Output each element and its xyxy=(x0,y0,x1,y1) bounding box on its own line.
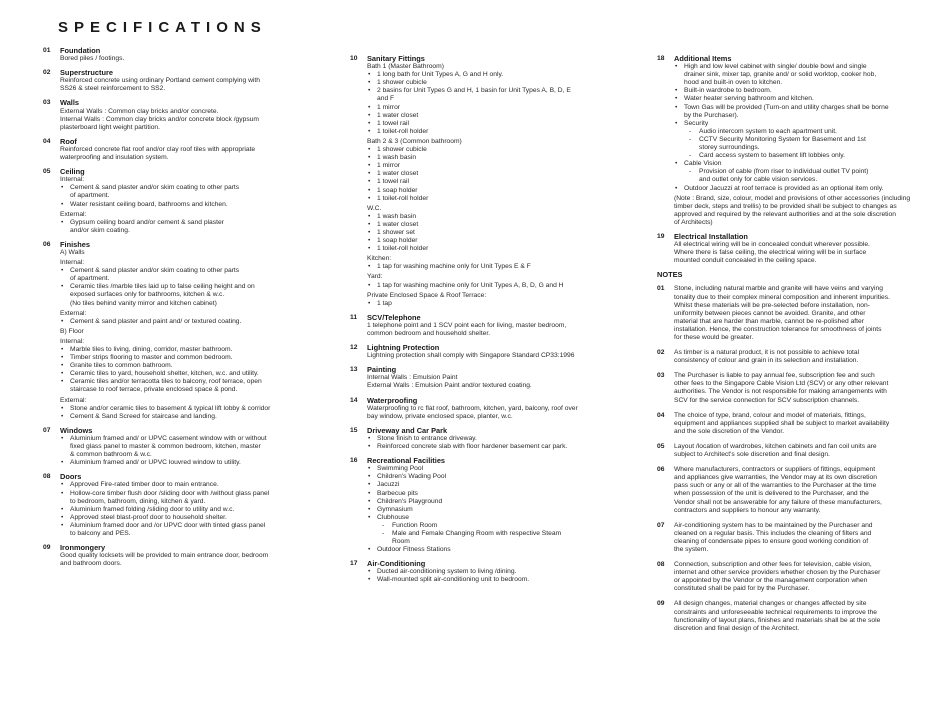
section-title: Foundation xyxy=(60,46,101,55)
page-title: SPECIFICATIONS xyxy=(58,19,267,36)
continuation-text: storey surroundings. xyxy=(699,144,760,152)
bullet-item: • 1 water closet xyxy=(367,221,612,229)
continuation-text: and outlet only for cable vision services. xyxy=(699,176,818,184)
section-number: 19 xyxy=(657,232,665,240)
continuation-text: to balcony and PES. xyxy=(70,529,131,537)
column-2 xyxy=(350,55,612,591)
bullet-item: • 2 basins for Unit Types G and H, 1 basin for Unit Types A, B, D, E xyxy=(367,87,612,95)
note-number: 04 xyxy=(657,411,665,419)
dash-item: - Function Room xyxy=(367,522,612,530)
dash-item: - Provision of cable (from riser to individual outlet TV point) xyxy=(674,168,919,176)
section-number: 08 xyxy=(43,473,51,481)
bullet-item: • Children's Playground xyxy=(367,498,612,506)
bullet-item: • Built-in wardrobe to bedroom. xyxy=(674,87,919,95)
section-number: 03 xyxy=(43,99,51,107)
bullet-item: • Outdoor Jacuzzi at roof terrace is provided as an optional item only. xyxy=(674,185,919,193)
subheading-text: Internal: xyxy=(60,337,85,345)
bullet-item: • Ceramic tiles to yard, household shelter, kitchen, w.c. and utility. xyxy=(60,370,305,378)
note-item xyxy=(657,522,919,554)
bullet-item: • Stone finish to entrance driveway. xyxy=(367,435,612,443)
note-item xyxy=(657,466,919,515)
spec-section xyxy=(657,233,919,265)
note-text: The choice of type, brand, colour and model of materials, fittings, xyxy=(674,411,866,419)
section-title: Waterproofing xyxy=(367,395,418,405)
bullet-item: • Town Gas will be provided (Turn-on and utility charges shall be borne xyxy=(674,104,919,112)
section-text: Bored piles / footings. xyxy=(60,55,125,63)
note-number: 09 xyxy=(657,600,665,608)
bullet-item: • Gypsum ceiling board and/or cement & sand plaster xyxy=(60,219,305,227)
spec-section xyxy=(350,55,612,308)
note-number: 02 xyxy=(657,349,665,357)
note-text: uniformity between pieces cannot be avoided. Granite, and other xyxy=(674,309,866,317)
note-number: 06 xyxy=(657,466,665,474)
bullet-item: • Cement & sand plaster and paint and/ or textured coating. xyxy=(60,318,305,326)
section-text: Reinforced concrete using ordinary Portland cement complying with xyxy=(60,77,260,85)
column-3 xyxy=(657,55,919,640)
subheading-text: Bath 2 & 3 (Common bathroom) xyxy=(367,137,462,145)
section-title: Ceiling xyxy=(60,167,85,177)
notes-title: NOTES xyxy=(657,270,683,280)
spec-section xyxy=(350,397,612,421)
dash-item: - Male and Female Changing Room with respective Steam xyxy=(367,530,612,538)
spec-section xyxy=(43,138,305,162)
note-item xyxy=(657,443,919,459)
note-text: material that are harder than marble, cannot be re-polished after xyxy=(674,317,864,325)
dash-item: - Audio intercom system to each apartment unit. xyxy=(674,128,919,136)
section-text: Internal Walls : Emulsion Paint xyxy=(367,374,458,382)
bullet-item: • 1 shower cubicle xyxy=(367,79,612,87)
bullet-item: • Hollow-core timber flush door /sliding door with /without glass panel xyxy=(60,490,305,498)
section-text: A) Walls xyxy=(60,248,85,256)
note-text: and the sole discretion of the Vendor. xyxy=(674,427,785,435)
section-number: 07 xyxy=(43,426,51,434)
note-text: functionality of layout plans, finishes and materials shall be at the sole xyxy=(674,616,881,624)
note-number: 05 xyxy=(657,442,665,450)
continuation-text: of apartment. xyxy=(70,192,110,200)
section-title: Electrical Installation xyxy=(674,231,748,241)
subheading-text: Yard: xyxy=(367,273,383,281)
column-1 xyxy=(43,47,305,574)
note-item xyxy=(657,412,919,436)
section-number: 05 xyxy=(43,168,51,176)
note-text: subject to Architect's sole discretion and final design. xyxy=(674,451,830,459)
continuation-text: staircase to roof terrace, private enclosed space & pond. xyxy=(70,386,238,394)
bullet-item: • Clubhouse xyxy=(367,514,612,522)
bullet-item: • Security xyxy=(674,120,919,128)
spec-section xyxy=(350,366,612,390)
note-text: cleaned on a regular basis. This includes the cleaning of filters and xyxy=(674,529,872,537)
subheading-text: External: xyxy=(60,210,87,218)
note-text: or appointed by the Vendor or the management corporation when xyxy=(674,577,868,585)
bullet-item: • Timber strips flooring to master and common bedroom. xyxy=(60,354,305,362)
spec-section xyxy=(350,344,612,360)
bullet-item: • Wall-mounted split air-conditioning unit to bedroom. xyxy=(367,576,612,584)
section-title: Superstructure xyxy=(60,68,113,78)
bullet-item: • 1 wash basin xyxy=(367,213,612,221)
continuation-text: hood and built-in oven to kitchen. xyxy=(684,79,783,87)
subheading-text: External: xyxy=(60,396,87,404)
section-number: 04 xyxy=(43,137,51,145)
spec-section xyxy=(43,168,305,235)
bullet-item: • Barbecue pits xyxy=(367,490,612,498)
section-number: 12 xyxy=(350,344,358,352)
bullet-item: • 1 towel rail xyxy=(367,120,612,128)
bullet-item: • Ducted air-conditioning system to living /dining. xyxy=(367,568,612,576)
section-title: Doors xyxy=(60,472,82,482)
bullet-item: • 1 wash basin xyxy=(367,154,612,162)
section-title: Recreational Facilities xyxy=(367,456,446,466)
bullet-item: • Gymnasium xyxy=(367,506,612,514)
note-text: constituted shall be paid for by the Purchaser. xyxy=(674,585,810,593)
note-text: for these would be greater. xyxy=(674,334,754,341)
bullet-item: • Ceramic tiles /marble tiles laid up to false ceiling height and on xyxy=(60,283,305,291)
bullet-item: • Approved steel blast-proof door to household shelter. xyxy=(60,514,305,522)
bullet-item: • Cement & Sand Screed for staircase and landing. xyxy=(60,413,305,421)
bullet-item: • 1 toilet-roll holder xyxy=(367,245,612,253)
note-text: other fees to the Singapore Cable Vision Ltd (SCV) or any other relevant xyxy=(674,380,889,388)
section-number: 06 xyxy=(43,240,51,248)
dash-item: - CCTV Security Monitoring System for Basement and 1st xyxy=(674,136,919,144)
note-number: 03 xyxy=(657,372,665,380)
bullet-item: • 1 shower cubicle xyxy=(367,146,612,154)
note-text: authorities. The Vendor is not responsible for making arrangements with xyxy=(674,388,887,396)
continuation-text: exposed surfaces only for bathrooms, kitchen & w.c. xyxy=(70,291,225,299)
note-text: tonality due to their complex mineral composition and inherent impurities. xyxy=(674,293,890,301)
section-number: 09 xyxy=(43,544,51,552)
section-title: Walls xyxy=(60,98,80,108)
section-text: of Architects) xyxy=(674,218,713,226)
section-text: Lightning protection shall comply with Singapore Standard CP33:1996 xyxy=(367,352,575,360)
column-3-sections xyxy=(657,55,919,265)
section-text: bay window, private enclosed space, planter, w.c. xyxy=(367,412,513,420)
note-text: Connection, subscription and other fees for television, cable vision, xyxy=(674,561,872,569)
note-text: cleaning of condensate pipes to ensure good working condition of xyxy=(674,537,869,545)
note-text: Layout /location of wardrobes, kitchen cabinets and fan coil units are xyxy=(674,442,877,450)
bullet-item: • 1 towel rail xyxy=(367,178,612,186)
section-number: 18 xyxy=(657,55,665,62)
note-text: internet and other service providers whether chosen by the Purchaser xyxy=(674,569,881,577)
section-text: External Walls : Emulsion Paint and/or textured coating. xyxy=(367,382,532,390)
section-number: 17 xyxy=(350,560,358,568)
note-item xyxy=(657,600,919,632)
section-text: mounted conduit concealed in the ceiling space. xyxy=(674,257,817,265)
section-title: Additional Items xyxy=(674,54,732,63)
spec-section xyxy=(43,241,305,421)
note-text: All design changes, material changes or changes affected by site xyxy=(674,600,867,608)
subheading-text: W.C. xyxy=(367,204,382,212)
bullet-item: • 1 toilet-roll holder xyxy=(367,128,612,136)
section-text: and bathroom doors. xyxy=(60,560,122,568)
section-text: SS26 & steel reinforcement to SS2. xyxy=(60,85,166,93)
spec-section xyxy=(350,560,612,584)
bullet-item: • 1 shower set xyxy=(367,229,612,237)
subheading-text: Private Enclosed Space & Roof Terrace: xyxy=(367,291,487,299)
continuation-text: and/or skim coating. xyxy=(70,226,130,234)
section-number: 14 xyxy=(350,396,358,404)
section-text: Internal: xyxy=(60,176,85,184)
bullet-item: • Cement & sand plaster and/or skim coating to other parts xyxy=(60,184,305,192)
note-number: 07 xyxy=(657,521,665,529)
note-item xyxy=(657,561,919,593)
continuation-text: & common bathroom & w.c. xyxy=(70,451,152,459)
continuation-text: and F xyxy=(377,95,395,103)
section-number: 15 xyxy=(350,426,358,434)
bullet-item: • 1 long bath for Unit Types A, G and H only. xyxy=(367,71,612,79)
bullet-item: • Jacuzzi xyxy=(367,481,612,489)
note-item xyxy=(657,372,919,404)
note-text: the system. xyxy=(674,545,709,553)
bullet-item: • 1 tap for washing machine only for Unit Types A, B, D, G and H xyxy=(367,282,612,290)
bullet-item: • Aluminium framed folding /sliding door to utility and w.c. xyxy=(60,506,305,514)
section-number: 02 xyxy=(43,69,51,77)
note-text: pass such or any or all of the warranties to the Purchaser at the time xyxy=(674,482,877,490)
bullet-item: • Aluminium framed and/ or UPVC louvred window to utility. xyxy=(60,459,305,467)
bullet-item: • 1 mirror xyxy=(367,162,612,170)
note-text: The Purchaser is liable to pay annual fee, subscription fee and such xyxy=(674,372,875,380)
subheading-text: External: xyxy=(60,309,87,317)
section-number: 16 xyxy=(350,457,358,465)
bullet-item: • High and low level cabinet with single/ double bowl and single xyxy=(674,63,919,71)
continuation-text: drainer sink, mixer tap, granite and/ or solid worktop, cooker hob, xyxy=(684,71,877,79)
note-text: Air-conditioning system has to be maintained by the Purchaser and xyxy=(674,521,873,529)
bullet-item: • 1 mirror xyxy=(367,104,612,112)
subheading-text: (Note : Brand, size, colour, model and provisions of other accessories (including xyxy=(674,194,911,202)
subheading-text: B) Floor xyxy=(60,327,84,335)
section-title: SCV/Telephone xyxy=(367,312,421,322)
section-text: 1 telephone point and 1 SCV point each for living, master bedroom, xyxy=(367,321,567,329)
spec-section xyxy=(350,314,612,338)
note-item xyxy=(657,349,919,365)
note-text: equipment and appliances supplied shall be subject to market availability xyxy=(674,419,890,427)
section-number: 13 xyxy=(350,366,358,374)
section-title: Ironmongery xyxy=(60,543,106,553)
bullet-item: • 1 toilet-roll holder xyxy=(367,195,612,203)
section-title: Painting xyxy=(367,365,397,375)
spec-section xyxy=(43,473,305,538)
bullet-item: • Granite tiles to common bathroom. xyxy=(60,362,305,370)
section-text: Good quality locksets will be provided to main entrance door, bedroom xyxy=(60,552,269,560)
section-title: Air-Conditioning xyxy=(367,559,426,569)
section-text: Internal Walls : Common clay bricks and/or concrete block /gypsum xyxy=(60,115,259,123)
section-text: waterproofing and insulation system. xyxy=(60,154,169,162)
note-text: when possession of the unit is delivered to the Purchaser, and the xyxy=(674,490,869,498)
section-title: Roof xyxy=(60,136,77,146)
notes-list xyxy=(657,285,919,632)
bullet-item: • Aluminium framed and/ or UPVC casement window with or without xyxy=(60,435,305,443)
bullet-item: • 1 soap holder xyxy=(367,187,612,195)
section-title: Sanitary Fittings xyxy=(367,54,425,63)
note-text: Vendor shall not be answerable for any failure of these manufacturers, xyxy=(674,498,882,506)
note-number: 01 xyxy=(657,285,665,293)
note-item xyxy=(657,285,919,342)
section-title: Lightning Protection xyxy=(367,343,440,353)
continuation-text: to bedroom, bathroom, dining, kitchen & yard. xyxy=(70,497,206,505)
spec-section xyxy=(43,47,305,63)
spec-section xyxy=(43,99,305,131)
spec-section xyxy=(350,457,612,554)
continuation-text: Room xyxy=(392,538,410,546)
spec-section xyxy=(43,544,305,568)
section-text: Where there is false ceiling, the electrical wiring will be in surface xyxy=(674,249,867,257)
section-text: common bedroom and household shelter. xyxy=(367,330,491,337)
note-text: and appliances give warranties, the Vendor may at its own discretion xyxy=(674,474,877,482)
bullet-item: • 1 tap xyxy=(367,300,612,308)
dash-item: - Card access system to basement lift lobbies only. xyxy=(674,152,919,160)
note-text: consistency of colour and grain in its selection and installation. xyxy=(674,357,859,365)
bullet-item: • 1 water closet xyxy=(367,170,612,178)
bullet-item: • 1 soap holder xyxy=(367,237,612,245)
note-text: Where manufacturers, contractors or suppliers of fittings, equipment xyxy=(674,466,876,474)
bullet-item: • Marble tiles to living, dining, corridor, master bathroom. xyxy=(60,346,305,354)
note-text: discretion and final design of the Architect. xyxy=(674,624,800,632)
spec-section xyxy=(350,427,612,451)
section-number: 01 xyxy=(43,47,51,54)
bullet-item: • Reinforced concrete slab with floor hardener basement car park. xyxy=(367,443,612,451)
section-title: Windows xyxy=(60,425,93,435)
bullet-item: • Aluminium framed door and /or UPVC door with tinted glass panel xyxy=(60,522,305,530)
bullet-item: • Swimming Pool xyxy=(367,465,612,473)
note-text: Whilst these materials will be pre-selected before installation, non- xyxy=(674,301,870,309)
spec-section xyxy=(657,55,919,227)
note-text: contractors and suppliers to honour any warranty. xyxy=(674,506,821,514)
section-text: approved and required by the relevant authorities and at the sole discretion xyxy=(674,210,896,218)
bullet-item: • Cement & sand plaster and/or skim coating to other parts xyxy=(60,267,305,275)
section-text: timber deck, steps and trellis) to be provided shall be subject to changes as xyxy=(674,202,897,210)
continuation-text: of apartment. xyxy=(70,275,110,283)
section-text: All electrical wiring will be in concealed conduit wherever possible. xyxy=(674,241,870,249)
section-text: External Walls : Common clay bricks and/or concrete. xyxy=(60,107,219,115)
note-text: Stone, including natural marble and granite will have veins and varying xyxy=(674,285,883,293)
continuation-text: (No tiles behind vanity mirror and kitchen cabinet) xyxy=(70,299,217,307)
section-text: Waterproofing to rc flat roof, bathroom, kitchen, yard, balcony, roof over xyxy=(367,404,578,412)
note-number: 08 xyxy=(657,561,665,569)
bullet-item: • 1 water closet xyxy=(367,112,612,120)
continuation-text: fixed glass panel to master & common bedroom, kitchen, master xyxy=(70,443,261,451)
bullet-item: • Cable Vision xyxy=(674,160,919,168)
subheading-text: Kitchen: xyxy=(367,255,392,263)
continuation-text: by the Purchaser). xyxy=(684,111,739,119)
note-text: SCV for the service connection for SCV subscription channels. xyxy=(674,396,860,404)
bullet-item: • 1 tap for washing machine only for Unit Types E & F xyxy=(367,263,612,271)
bullet-item: • Stone and/or ceramic tiles to basement & typical lift lobby & corridor xyxy=(60,405,305,413)
bullet-item: • Water resistant ceiling board, bathrooms and kitchen. xyxy=(60,201,305,209)
section-text: plasterboard light weight partition. xyxy=(60,123,160,131)
subheading-text: Internal: xyxy=(60,259,85,267)
section-title: Driveway and Car Park xyxy=(367,425,448,435)
bullet-item: • Water heater serving bathroom and kitchen. xyxy=(674,95,919,103)
spec-section xyxy=(43,427,305,467)
bullet-item: • Outdoor Fitness Stations xyxy=(367,546,612,554)
bullet-item: • Children's Wading Pool xyxy=(367,473,612,481)
bullet-item: • Ceramic tiles and/or terracotta tiles to balcony, roof terrace, open xyxy=(60,378,305,386)
section-number: 11 xyxy=(350,313,358,321)
spec-section xyxy=(43,69,305,93)
section-number: 10 xyxy=(350,55,358,62)
section-title: Finishes xyxy=(60,239,90,249)
note-text: constraints and unforeseeable technical requirements to improve the xyxy=(674,608,877,616)
bullet-item: • Approved Fire-rated timber door to main entrance. xyxy=(60,481,305,489)
note-text: installation. Hence, the construction tolerance for smoothness of joints xyxy=(674,325,882,333)
note-text: As timber is a natural product, it is not possible to achieve total xyxy=(674,349,860,357)
section-text: Bath 1 (Master Bathroom) xyxy=(367,63,444,71)
section-text: Reinforced concrete flat roof and/or clay roof tiles with appropriate xyxy=(60,145,256,153)
